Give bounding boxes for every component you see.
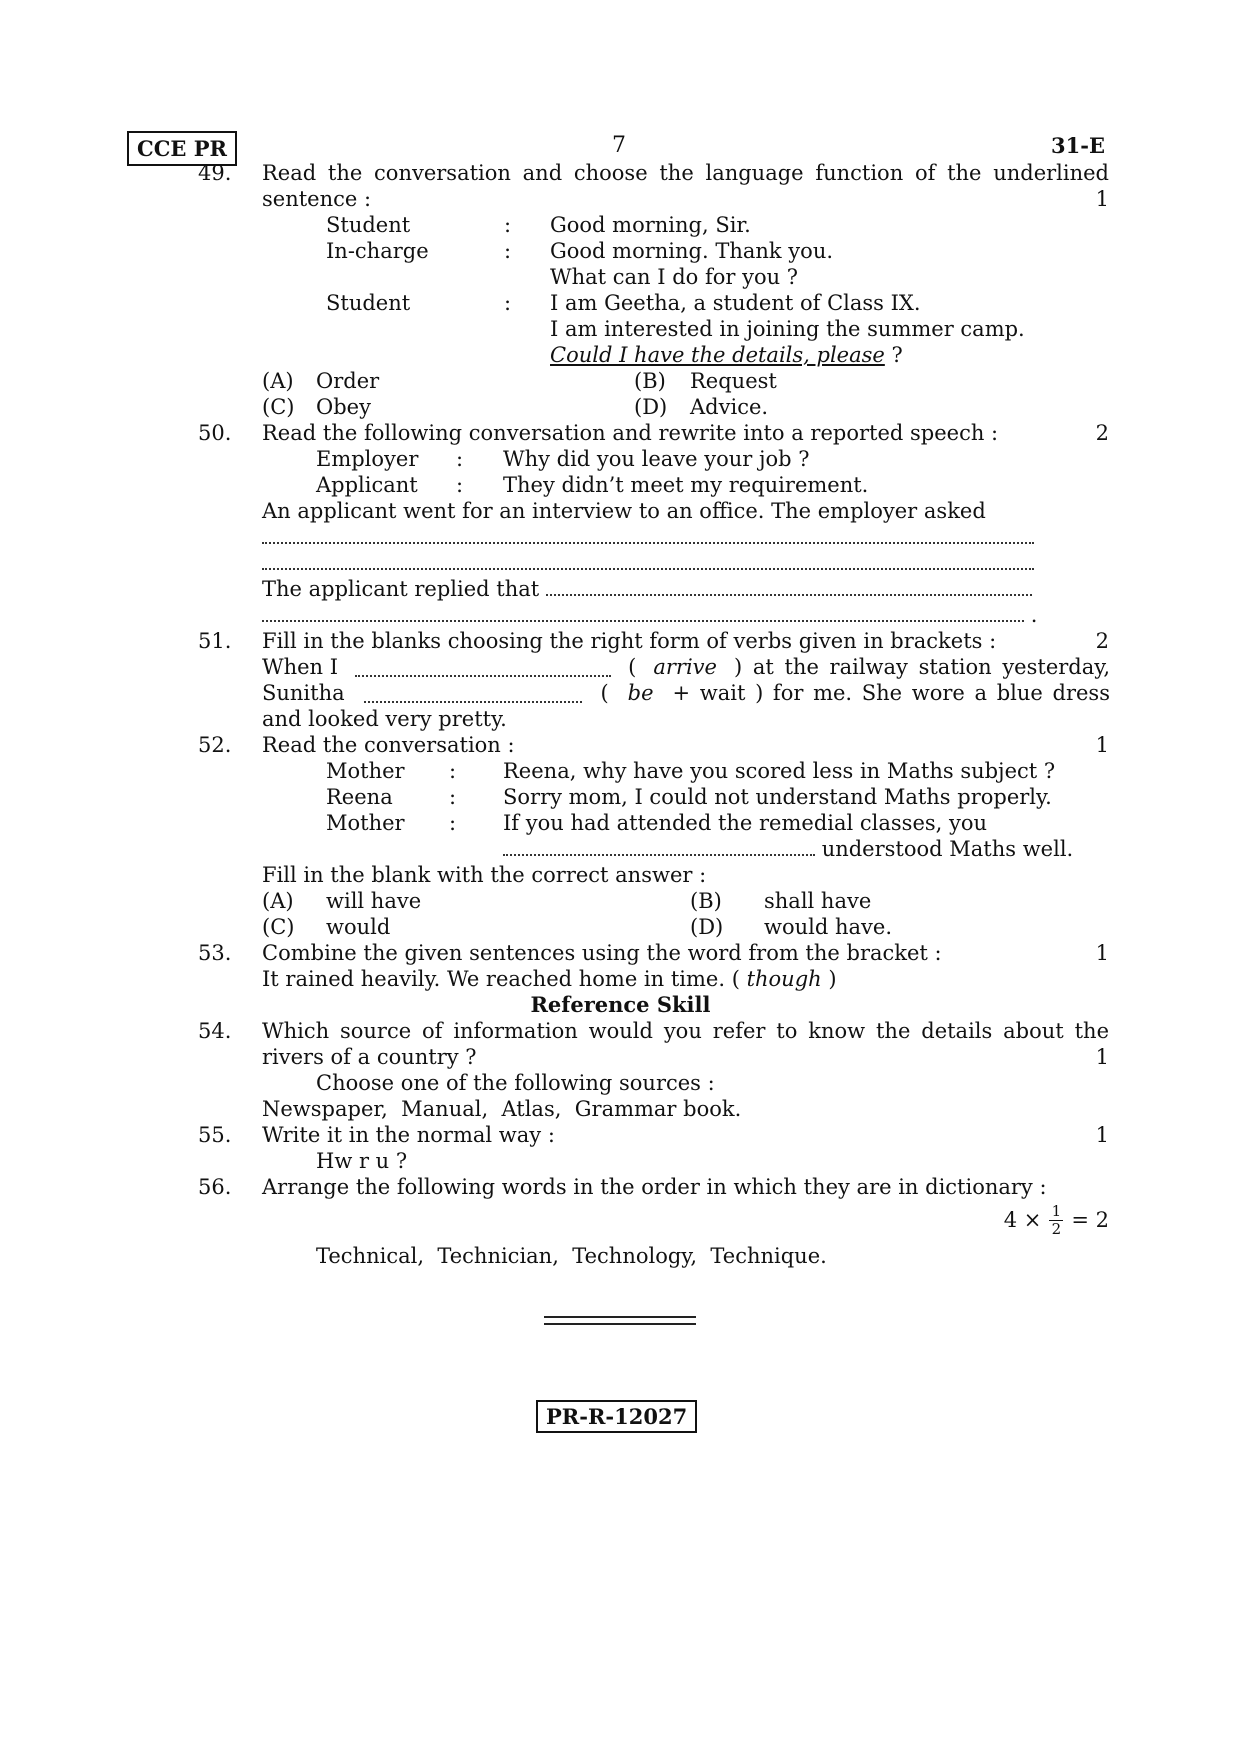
exam-page: CCE PR 7 31-E 49. Read the conversation and choose the language function of the underlined sentence : 1 Student : Good morning, Sir. In-charge : Good morning. Thank you. What can I do for you ? Student : I am Geetha, a student of Class IX. I am interested in joining the summer camp. Could I have the details, please ? (A) Order (B) Request (C) Obey (D) Advice. 50. Read the following conversation and rewrite into a reported speech : 2 Employer : Why did you leave your job ? Applicant : They didn’t meet my requirement. An applicant went for an interview to an office. The employer asked The applicant replied that . 51. Fill in the blanks choosing the right form of verbs given in brackets : 2 When I ( arrive ) at the railway station yesterday, Sunitha ( be + wait ) for me. She wore a blue dress and looked very pretty. 52. Read the conversation : 1 Mother : Reena, why have you scored less in Maths subject ? Reena : Sorry mom, I could not understand Maths properly. Mother : If you had attended the remedial classes, you understood Maths well. Fill in the blank with the correct answer : (A) will have (B) shall have (C) would (D) would have. 53. Combine the given sentences using the word from the bracket : 1 It rained heavily. We reached home in time. ( though ) Reference Skill 54. Which source of information would you refer to know the details about the rivers of a country ? 1 Choose one of the following sources : Newspaper, Manual, Atlas, Grammar book. 55. Write it in the normal way : 1 Hw r u ? 56. Arrange the following words in the order in which they are in dictionary : 4 × 1 2 = 2 Technical, Technician, Technology, Technique. PR-R-12027 [0,0,1241,1755]
answer-blank [262,604,1024,622]
question-49: 49. Read the conversation and choose the language function of the underlined [198,161,1109,185]
question-53: 53. Combine the given sentences using the word from the bracket : 1 [198,941,1109,965]
question-55: 55. Write it in the normal way : 1 [198,1123,1109,1147]
section-heading: Reference Skill [530,992,711,1017]
answer-blank [262,526,1034,544]
question-52: 52. Read the conversation : 1 [198,733,1109,757]
paper-code: 31-E [1051,133,1105,158]
end-rule [544,1316,696,1325]
question-51: 51. Fill in the blanks choosing the right form of verbs given in brackets : 2 [198,629,1109,653]
question-50: 50. Read the following conversation and rewrite into a reported speech : 2 [198,421,1109,445]
answer-blank [546,578,1032,596]
page-number: 7 [612,133,626,158]
header-left-box: CCE PR [127,131,237,166]
footer-code: PR-R-12027 [536,1400,697,1433]
verb-blank [355,659,611,677]
verb-blank [364,685,582,703]
answer-blank [262,552,1034,570]
marks-fraction: 4 × 1 2 = 2 [1003,1201,1109,1238]
answer-blank [503,838,815,856]
question-54: 54. Which source of information would you refer to know the details about the [198,1019,1109,1043]
question-56: 56. Arrange the following words in the order in which they are in dictionary : [198,1175,1047,1199]
underlined-sentence: Could I have the details, please [550,343,885,367]
